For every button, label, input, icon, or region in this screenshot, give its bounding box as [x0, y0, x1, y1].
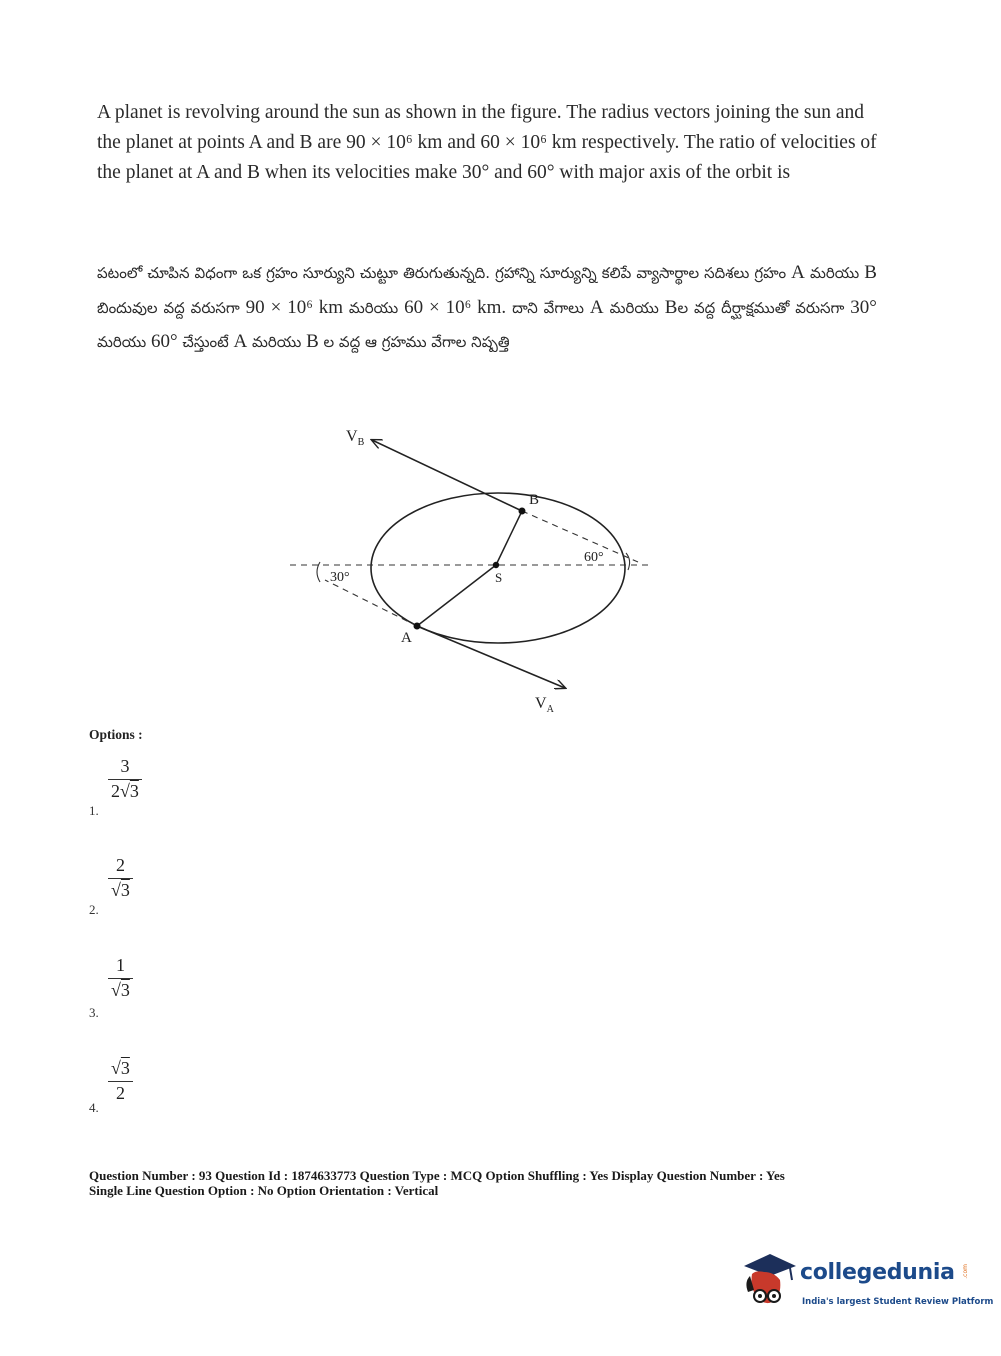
- option-3-denominator: √3: [111, 980, 130, 1001]
- option-2-den-radicand: 3: [120, 880, 130, 901]
- question-telugu: [97, 256, 877, 360]
- option-4-fraction[interactable]: [108, 1058, 133, 1104]
- point-b-label: B: [864, 262, 877, 283]
- tangent-a-dashed: [325, 580, 417, 626]
- telugu-text-5: దాని వేగాలు: [512, 298, 584, 317]
- tangent-b-dashed: [522, 511, 638, 562]
- angle-b-value: 60°: [151, 331, 178, 352]
- radius-a-value: 90 × 10⁶ km: [245, 296, 343, 318]
- point-a-label: A: [791, 262, 805, 283]
- angle-arc-b: [626, 553, 630, 570]
- logo-wordmark: collegedunia: [800, 1260, 955, 1285]
- question-english: A planet is revolving around the sun as shown in the figure. The radius vectors joining the sun and the planet at points A and B are 90 × 10⁶ km and 60 × 10⁶ km respectively. The ratio of velocities of the planet at A and B when its velocities make 30° and 60° with major axis of the orbit is: [97, 102, 877, 183]
- telugu-text-6: మరియు: [609, 298, 659, 317]
- label-point-b: B: [529, 492, 540, 508]
- label-point-a: A: [401, 630, 412, 646]
- option-1-numerator: 3: [120, 756, 130, 776]
- sun-dot: [493, 562, 499, 568]
- radius-b-value: 60 × 10⁶ km.: [404, 296, 507, 318]
- logo-tagline: India's largest Student Review Platform: [802, 1297, 994, 1307]
- option-2-denominator: √3: [111, 880, 130, 901]
- telugu-text-8: మరియు: [97, 333, 147, 351]
- option-3-fraction-bar: [108, 978, 133, 979]
- collegedunia-logo: [740, 1252, 994, 1314]
- option-1-number: 1.: [89, 803, 99, 818]
- label-vb: V: [346, 428, 358, 445]
- telugu-text-4: మరియు: [348, 298, 399, 317]
- telugu-text-7: ల వద్ద దీర్ఘాక్షముతో వరుసగా: [677, 298, 845, 317]
- option-1-fraction-bar: [108, 779, 142, 780]
- radius-vector-b: [496, 511, 522, 565]
- option-1-denominator: 2√3: [111, 781, 139, 802]
- label-va: V: [535, 695, 547, 712]
- mascot-icon: [740, 1252, 798, 1314]
- option-1-den-radicand: 3: [129, 781, 139, 802]
- option-3-number: 3.: [89, 1005, 99, 1020]
- option-1-den-coef: 2: [111, 781, 120, 802]
- point-a-label-3: A: [233, 331, 248, 352]
- label-va-sub: A: [546, 704, 554, 715]
- logo-com: .com: [962, 1264, 969, 1279]
- option-2-numerator: 2: [115, 855, 125, 875]
- metadata-line-1: Question Number : 93 Question Id : 1874633773 Question Type : MCQ Option Shuffling : Yes Display Question Number : Yes: [89, 1168, 785, 1183]
- velocity-a-arrow: [417, 626, 565, 688]
- option-1-fraction[interactable]: [108, 756, 142, 802]
- svg-text:VA: [535, 695, 555, 715]
- option-2-fraction[interactable]: [108, 855, 133, 901]
- telugu-text-3: బిందువుల వద్ద వరుసగా: [97, 298, 240, 317]
- velocity-b-arrow: [372, 440, 522, 511]
- option-4-numerator: √3: [111, 1058, 130, 1078]
- svg-text:VB: [346, 428, 365, 448]
- option-2-number: 2.: [89, 902, 99, 917]
- point-b-label-2: B: [664, 296, 678, 318]
- point-a-dot: [414, 623, 421, 630]
- point-a-label-2: A: [589, 296, 604, 318]
- option-2-fraction-bar: [108, 878, 133, 879]
- option-4-denominator: 2: [115, 1083, 125, 1104]
- label-vb-sub: B: [357, 437, 365, 448]
- angle-a-value: 30°: [850, 296, 877, 318]
- point-b-label-3: B: [306, 331, 319, 352]
- label-sun: S: [495, 570, 503, 585]
- radius-vector-a: [417, 565, 496, 626]
- option-4-number: 4.: [89, 1100, 99, 1115]
- options-title: Options :: [89, 727, 143, 742]
- telugu-text-2: మరియు: [809, 264, 860, 282]
- label-angle-60: 60°: [584, 550, 604, 565]
- option-3-den-radicand: 3: [120, 980, 130, 1001]
- option-3-fraction[interactable]: [108, 955, 133, 1001]
- option-4-num-radicand: 3: [120, 1058, 130, 1078]
- option-3-numerator: 1: [115, 955, 125, 975]
- option-4-fraction-bar: [108, 1081, 133, 1082]
- telugu-text-11: ల వద్ద ఆ గ్రహము వేగాల నిష్పత్తి: [323, 333, 510, 351]
- metadata-line-2: Single Line Question Option : No Option Orientation : Vertical: [89, 1182, 439, 1198]
- question-metadata: [89, 1169, 785, 1198]
- telugu-text-10: మరియు: [252, 333, 302, 351]
- orbit-ellipse: [371, 493, 625, 643]
- telugu-text-9: చేస్తుంటే: [182, 333, 229, 351]
- label-angle-30: 30°: [330, 570, 350, 585]
- telugu-text-1: పటంలో చూపిన విధంగా ఒక గ్రహం సూర్యుని చుట్టూ తిరుగుతున్నది. గ్రహాన్ని సూర్యున్ని కలిపే వ్యాసార్థాల సదిశలు గ్రహం: [97, 264, 787, 282]
- point-b-dot: [519, 508, 526, 515]
- orbit-diagram: [280, 420, 680, 730]
